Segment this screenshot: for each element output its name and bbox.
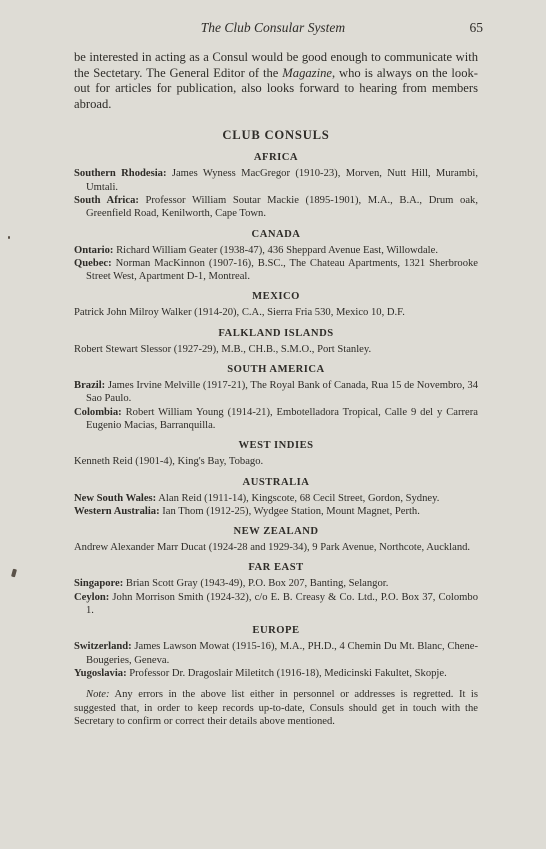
region-heading: SOUTH AMERICA bbox=[227, 364, 325, 376]
consul-location: Ceylon: bbox=[74, 591, 110, 603]
consul-details: Norman MacKinnon (1907-16), B.SC., The Chateau Apartments, 1321 Sherbrooke Street West, Apartment D-1, Montreal. bbox=[86, 257, 478, 283]
consul-details: Richard William Geater (1938-47), 436 Sheppard Avenue East, Willowdale. bbox=[113, 244, 438, 256]
consul-entry bbox=[74, 244, 478, 257]
intro-text-end: , who is always on the look-out for articles for publication, also looks forward to hearing from members abroad. bbox=[74, 65, 478, 111]
consul-entry bbox=[74, 667, 478, 680]
consul-entry bbox=[74, 343, 478, 356]
region-heading: MEXICO bbox=[252, 291, 300, 303]
page-content bbox=[74, 50, 478, 728]
consul-details: Patrick John Milroy Walker (1914-20), C.A., Sierra Fria 530, Mexico 10, D.F. bbox=[74, 307, 405, 319]
intro-paragraph bbox=[74, 50, 478, 112]
consul-location: Ontario: bbox=[74, 244, 114, 256]
consul-details: Professor Dr. Dragoslair Miletitch (1916-18), Medicinski Fakultet, Skopje. bbox=[126, 667, 447, 679]
consul-entry bbox=[74, 541, 478, 554]
note-label: Note: bbox=[86, 689, 110, 701]
consul-entry bbox=[74, 591, 478, 618]
region-heading: AFRICA bbox=[253, 152, 299, 164]
consul-sections bbox=[74, 152, 478, 680]
consul-entry bbox=[74, 306, 478, 319]
note-text: Any errors in the above list either in personnel or addresses is regretted. It is suggested that, in order to keep records up-to-date, Consuls should get in touch with the Secretary to confirm or correct their details above mentioned. bbox=[74, 689, 478, 727]
section-heading: CLUB CONSULS bbox=[222, 128, 330, 143]
consul-details: Robert Stewart Slessor (1927-29), M.B., CH.B., S.M.O., Port Stanley. bbox=[74, 343, 372, 355]
consul-location: South Africa: bbox=[74, 194, 139, 206]
running-head-title: The Club Consular System bbox=[200, 20, 346, 35]
region-heading: AUSTRALIA bbox=[242, 476, 310, 488]
consul-location: Quebec: bbox=[74, 257, 112, 269]
consul-entry bbox=[74, 406, 478, 433]
consul-location: Yugoslavia: bbox=[74, 667, 127, 679]
note-paragraph bbox=[74, 688, 478, 728]
consul-details: John Morrison Smith (1924-32), c/o E. B. Creasy & Co. Ltd., P.O. Box 37, Colombo 1. bbox=[86, 591, 478, 617]
consul-entry bbox=[74, 167, 478, 194]
region-heading: CANADA bbox=[251, 228, 301, 240]
margin-ink-mark bbox=[8, 236, 10, 239]
consul-location: Brazil: bbox=[74, 380, 106, 392]
region-heading: WEST INDIES bbox=[238, 440, 314, 452]
consul-details: James Irvine Melville (1917-21), The Royal Bank of Canada, Rua 15 de Novembro, 34 Sao Paulo. bbox=[86, 380, 478, 405]
consul-entry bbox=[74, 577, 478, 590]
consul-details: Alan Reid (1911-14), Kingscote, 68 Cecil Street, Gordon, Sydney. bbox=[156, 492, 440, 504]
consul-location: Western Australia: bbox=[74, 505, 160, 517]
consul-details: Kenneth Reid (1901-4), King's Bay, Tobago. bbox=[74, 456, 264, 468]
consul-details: Ian Thom (1912-25), Wydgee Station, Mount Magnet, Perth. bbox=[159, 505, 420, 517]
consul-entry bbox=[74, 640, 478, 667]
consul-location: Switzerland: bbox=[74, 641, 132, 653]
intro-magazine: Magazine bbox=[282, 65, 332, 80]
consul-entry bbox=[74, 379, 478, 406]
consul-details: Professor William Soutar Mackie (1895-1901), M.A., B.A., Drum oak, Greenfield Road, Kenilworth, Cape Town. bbox=[86, 194, 478, 220]
consul-location: Southern Rhodesia: bbox=[74, 168, 167, 180]
intro-text: be interested in acting as a Consul would be good enough to communicate with the Sectetary. The General Editor of the bbox=[74, 50, 478, 80]
consul-location: New South Wales: bbox=[74, 492, 157, 504]
margin-ink-mark bbox=[11, 569, 17, 578]
region-heading: FALKLAND ISLANDS bbox=[218, 327, 334, 339]
consul-entry bbox=[74, 455, 478, 468]
region-heading: FAR EAST bbox=[248, 562, 304, 574]
consul-location: Colombia: bbox=[74, 406, 122, 418]
region-heading: EUROPE bbox=[252, 625, 300, 637]
consul-details: James Wyness MacGregor (1910-23), Morven, Nutt Hill, Murambi, Umtali. bbox=[86, 168, 478, 193]
consul-details: James Lawson Mowat (1915-16), M.A., PH.D., 4 Chemin Du Mt. Blanc, Chene-Bougeries, Geneva. bbox=[86, 641, 478, 666]
region-heading: NEW ZEALAND bbox=[233, 526, 319, 538]
running-head bbox=[0, 20, 546, 40]
consul-details: Brian Scott Gray (1943-49), P.O. Box 207, Banting, Selangor. bbox=[123, 578, 389, 590]
consul-details: Andrew Alexander Marr Ducat (1924-28 and 1929-34), 9 Park Avenue, Northcote, Auckland. bbox=[74, 542, 471, 554]
page-number: 65 bbox=[469, 20, 483, 35]
consul-details: Robert William Young (1914-21), Embotelladora Tropical, Calle 9 del y Carrera Eugenio Macias, Barranquilla. bbox=[86, 406, 478, 431]
consul-entry bbox=[74, 257, 478, 284]
consul-entry bbox=[74, 505, 478, 518]
consul-entry bbox=[74, 492, 478, 505]
consul-location: Singapore: bbox=[74, 578, 124, 590]
consul-entry bbox=[74, 194, 478, 221]
